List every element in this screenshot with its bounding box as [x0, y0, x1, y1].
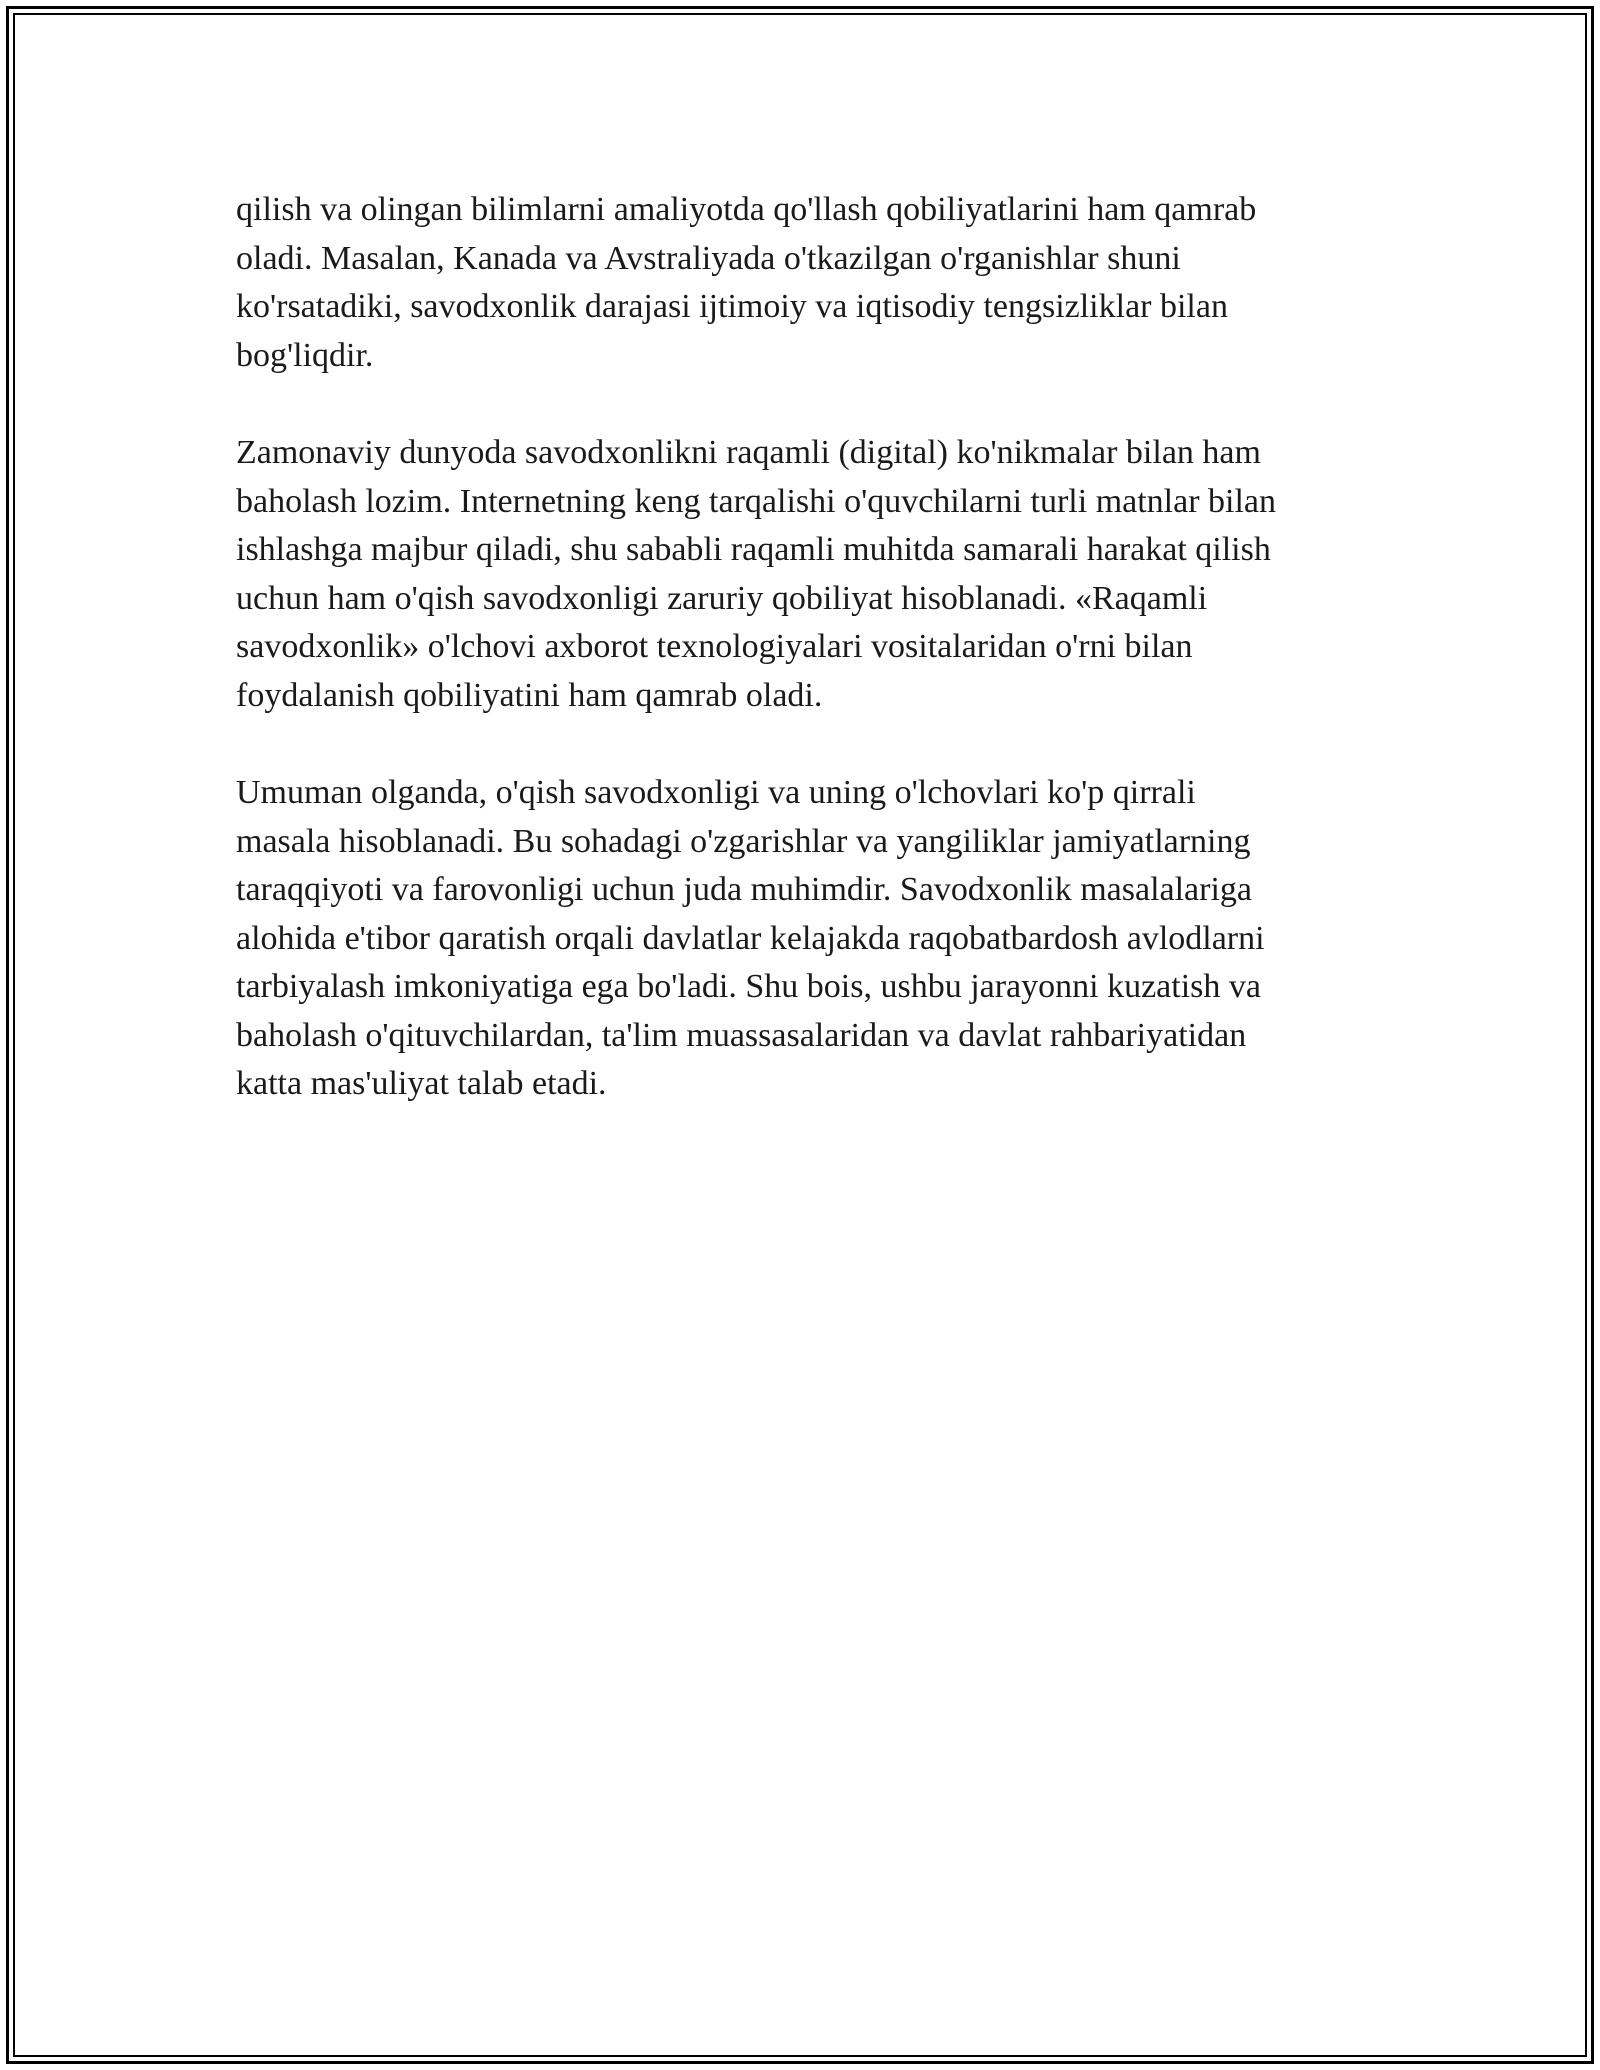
text-line: masala hisoblanadi. Bu sohadagi o'zgarishlar va yangiliklar jamiyatlarning — [236, 822, 1251, 860]
text-line: tarbiyalash imkoniyatiga ega bo'ladi. Shu bois, ushbu jarayonni kuzatish va — [236, 968, 1261, 1005]
text-line: Umuman olganda, o'qish savodxonligi va uning o'lchovlari ko'p qirrali — [236, 774, 1196, 811]
paragraph-2 — [236, 429, 1376, 720]
text-line: baholash lozim. Internetning keng tarqalishi o'quvchilarni turli matnlar bilan — [236, 482, 1277, 520]
text-line: katta mas'uliyat talab etadi. — [236, 1065, 607, 1102]
text-line: qilish va olingan bilimlarni amaliyotda qo'llash qobiliyatlarini ham qamrab — [236, 191, 1257, 228]
text-line: Zamonaviy dunyoda savodxonlikni raqamli (digital) ko'nikmalar bilan ham — [236, 434, 1261, 471]
text-line: bog'liqdir. — [236, 336, 374, 374]
text-line: uchun ham o'qish savodxonligi zaruriy qobiliyat hisoblanadi. «Raqamli — [236, 579, 1208, 617]
text-line: foydalanish qobiliyatini ham qamrab oladi. — [236, 676, 823, 714]
paragraph-3 — [236, 769, 1376, 1109]
document-body — [236, 186, 1376, 1158]
text-line: taraqqiyoti va farovonligi uchun juda muhimdir. Savodxonlik masalalariga — [236, 871, 1252, 908]
text-line: ishlashga majbur qiladi, shu sababli raqamli muhitda samarali harakat qilish — [236, 531, 1271, 568]
text-line: ko'rsatadiki, savodxonlik darajasi ijtimoiy va iqtisodiy tengsizliklar bilan — [236, 288, 1228, 325]
text-line: alohida e'tibor qaratish orqali davlatlar kelajakda raqobatbardosh avlodlarni — [236, 919, 1265, 957]
paragraph-1 — [236, 186, 1376, 380]
text-line: oladi. Masalan, Kanada va Avstraliyada o'tkazilgan o'rganishlar shuni — [236, 239, 1181, 277]
text-line: savodxonlik» o'lchovi axborot texnologiyalari vositalaridan o'rni bilan — [236, 628, 1193, 665]
text-line: baholash o'qituvchilardan, ta'lim muassasalaridan va davlat rahbariyatidan — [236, 1016, 1247, 1054]
